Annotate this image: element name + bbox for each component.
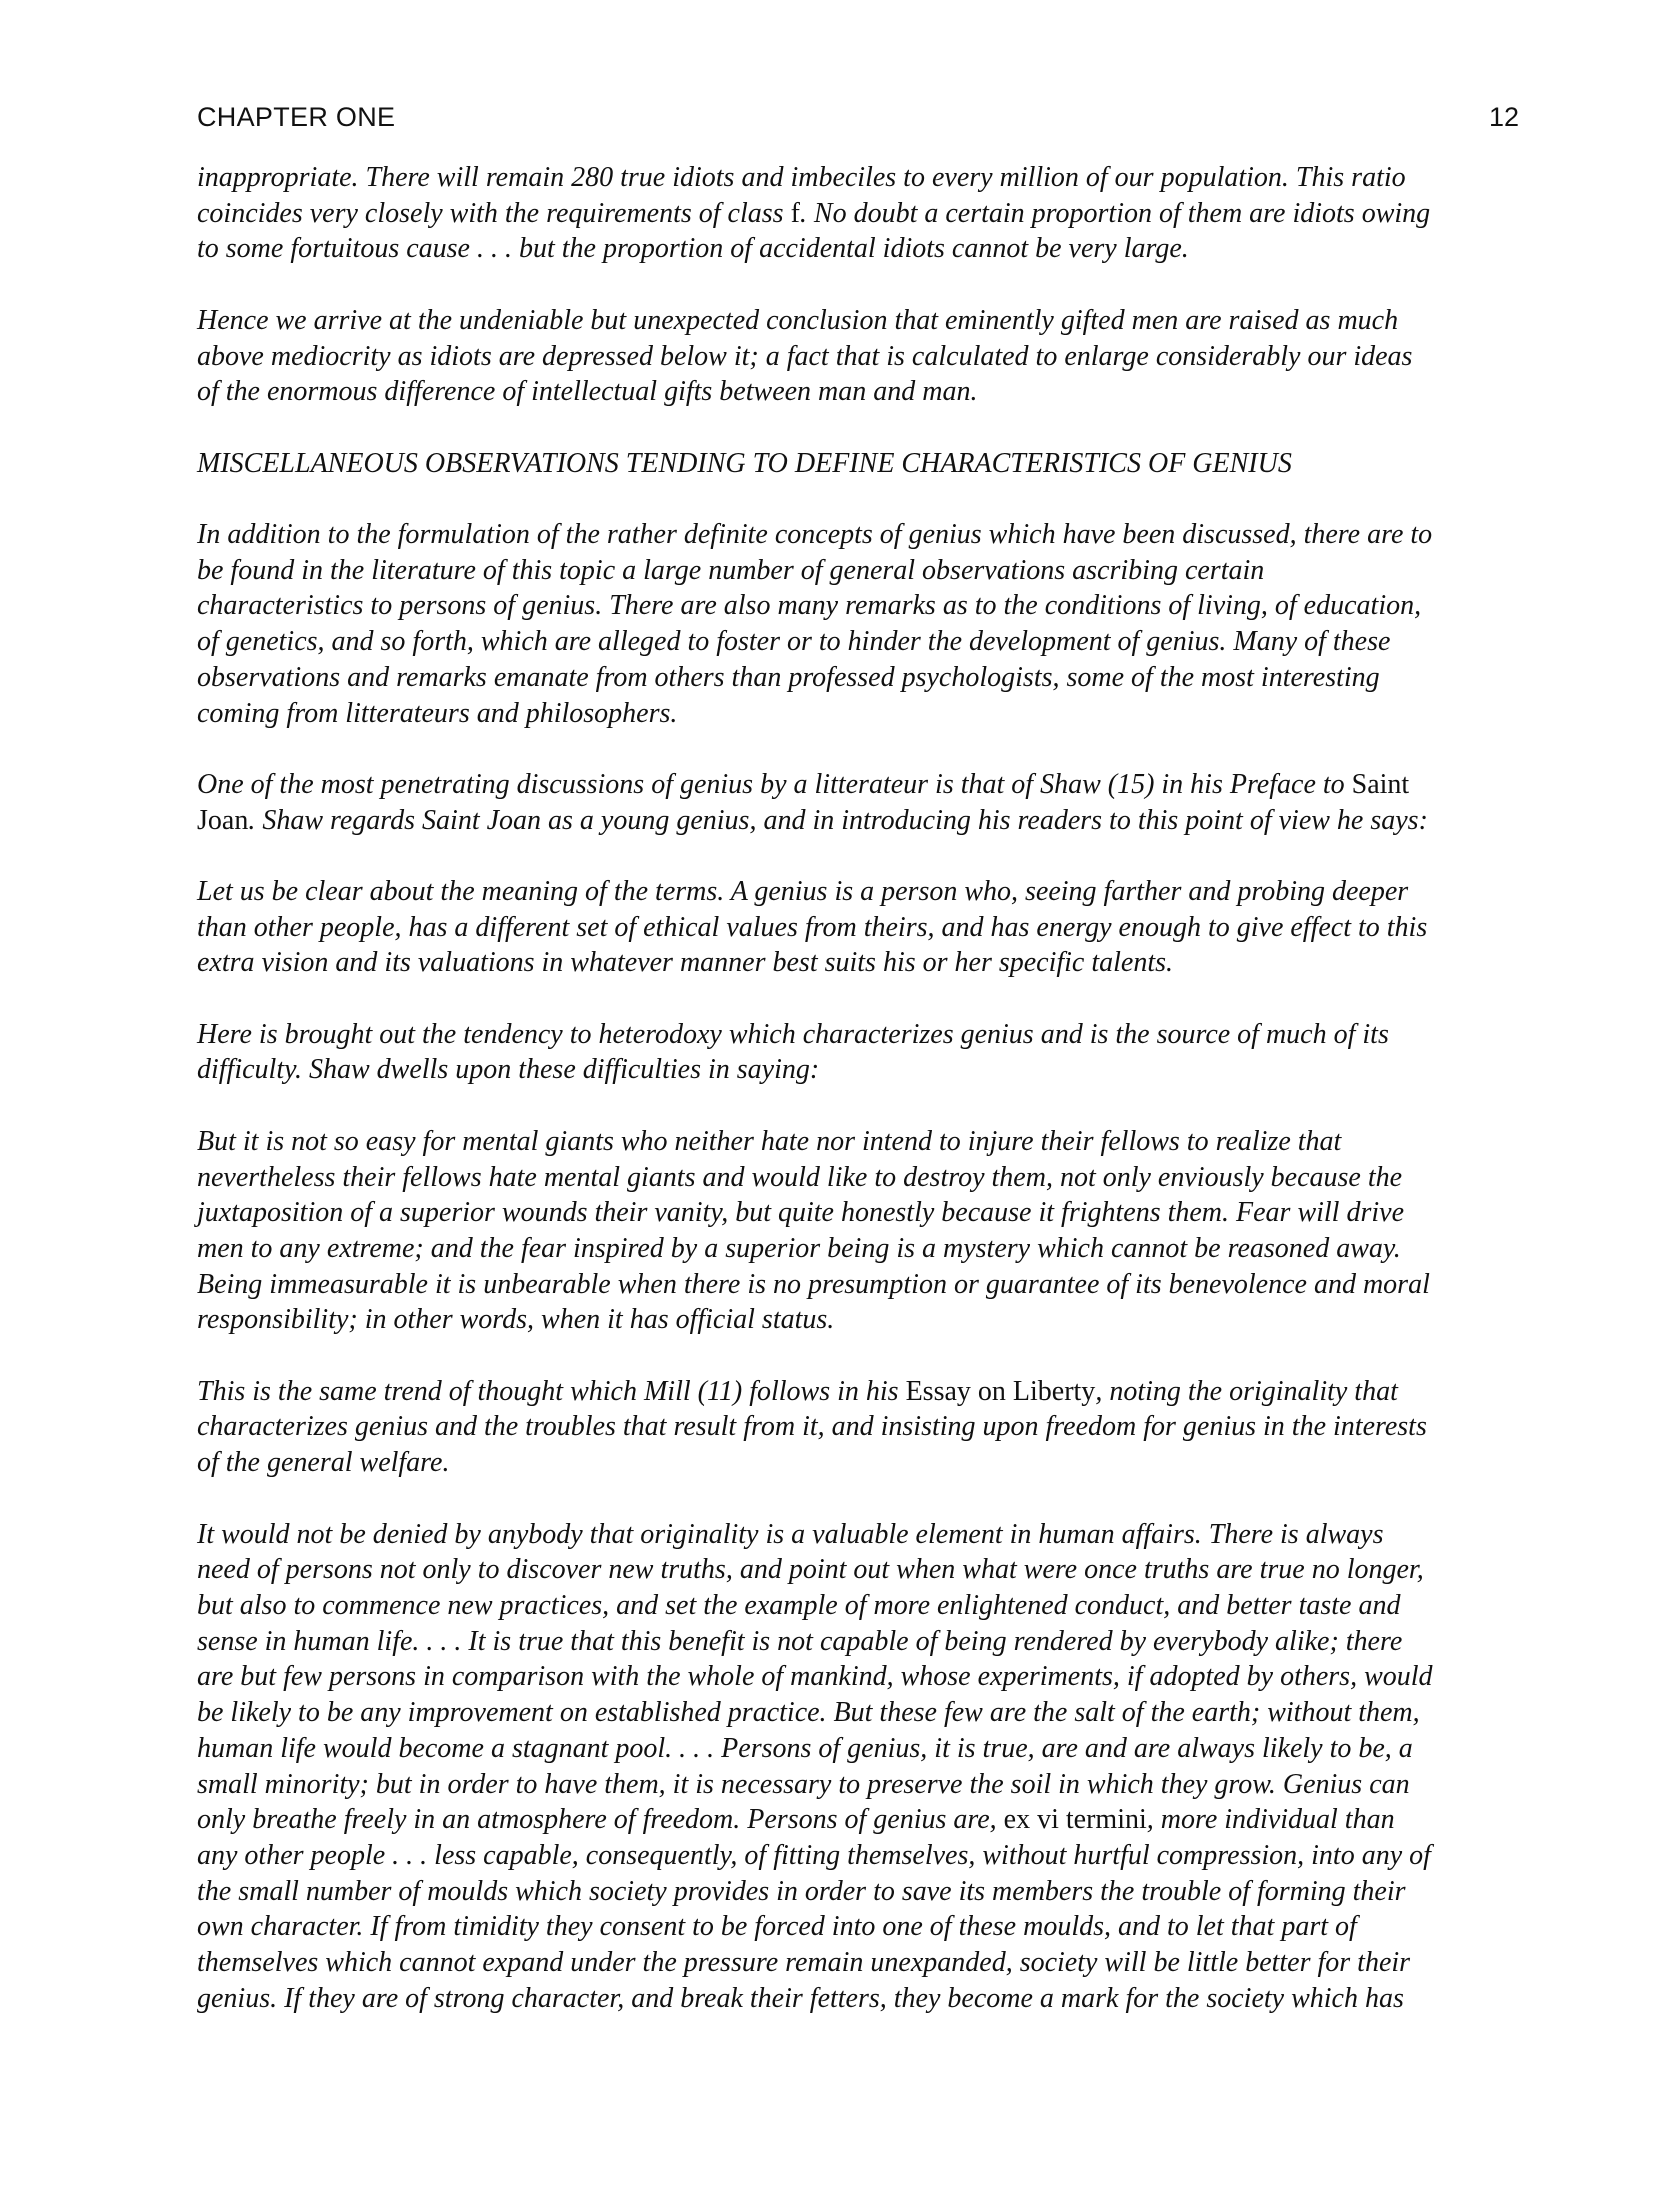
text-line: are but few persons in comparison with the whole of mankind, whose experiments, if adopted by others, would — [197, 1661, 1433, 1693]
chapter-title: CHAPTER ONE — [197, 102, 396, 132]
paragraph-idiots-ratio — [197, 160, 1537, 267]
section-heading — [197, 446, 1537, 482]
latin-phrase: ex vi termini — [1003, 1804, 1147, 1836]
text-line: genius. If they are of strong character, and break their fetters, they become a mark for the society which has — [197, 1982, 1404, 2014]
text-line: but also to commence new practices, and set the example of more enlightened conduct, and better taste and — [197, 1589, 1401, 1621]
class-letter: f — [790, 197, 800, 229]
paragraph-heterodoxy — [197, 1017, 1537, 1088]
book-title: Essay on Liberty — [905, 1375, 1096, 1407]
running-header — [197, 102, 1519, 136]
paragraph-conclusion — [197, 303, 1537, 410]
text-line: observations and remarks emanate from others than professed psychologists, some of the most interesting — [197, 661, 1380, 693]
text-line: be likely to be any improvement on established practice. But these few are the salt of the earth; without them, — [197, 1697, 1420, 1729]
text-line: difficulty. Shaw dwells upon these difficulties in saying: — [197, 1054, 820, 1086]
text-line: only breathe freely in an atmosphere of freedom. Persons of genius are, — [197, 1804, 1004, 1836]
text-line: . No doubt a certain proportion of them are idiots owing — [799, 197, 1431, 229]
text-line: , more individual than — [1146, 1804, 1395, 1836]
text-line: be found in the literature of this topic a large number of general observations ascribing certain — [197, 554, 1265, 586]
text-line: But it is not so easy for mental giants who neither hate nor intend to injure their fellows to realize that — [197, 1125, 1342, 1157]
paragraph-shaw-intro — [197, 767, 1537, 838]
text-line: Let us be clear about the meaning of the terms. A genius is a person who, seeing farther and probing deeper — [197, 875, 1409, 907]
quote-shaw-genius — [197, 874, 1537, 981]
text-line: of genetics, and so forth, which are alleged to foster or to hinder the development of genius. Many of these — [197, 626, 1391, 658]
body-text — [197, 160, 1537, 2016]
text-line: characteristics to persons of genius. There are also many remarks as to the conditions of living, of education, — [197, 590, 1422, 622]
text-line: inappropriate. There will remain 280 true idiots and imbeciles to every million of our population. This ratio — [197, 162, 1406, 193]
text-line: need of persons not only to discover new truths, and point out when what were once truths are true no longer, — [197, 1554, 1424, 1586]
text-line: Being immeasurable it is unbearable when there is no presumption or guarantee of its benevolence and moral — [197, 1268, 1430, 1300]
book-title: Saint — [1351, 768, 1410, 800]
book-title: Joan — [197, 804, 249, 836]
text-line: coming from litterateurs and philosophers. — [197, 697, 678, 729]
text-line: themselves which cannot expand under the pressure remain unexpanded, society will be little better for their — [197, 1947, 1411, 1979]
text-line: of the general welfare. — [197, 1447, 450, 1479]
text-line: , noting the originality that — [1095, 1375, 1398, 1407]
text-line: any other people . . . less capable, consequently, of fitting themselves, without hurtful compression, into any of — [197, 1839, 1431, 1871]
text-line: This is the same trend of thought which Mill (11) follows in his — [197, 1375, 906, 1407]
text-line: responsibility; in other words, when it has official status. — [197, 1304, 835, 1336]
text-line: extra vision and its valuations in whatever manner best suits his or her specific talents. — [197, 947, 1174, 979]
text-line: than other people, has a different set of ethical values from theirs, and has energy enough to give effect to this — [197, 911, 1428, 943]
text-line: small minority; but in order to have them, it is necessary to preserve the soil in which they grow. Genius can — [197, 1768, 1410, 1800]
paragraph-mill-intro — [197, 1374, 1537, 1481]
text-line: characterizes genius and the troubles that result from it, and insisting upon freedom for genius in the interests — [197, 1411, 1427, 1443]
text-line: sense in human life. . . . It is true that this benefit is not capable of being rendered by everybody alike; there — [197, 1625, 1403, 1657]
text-line: . Shaw regards Saint Joan as a young genius, and in introducing his readers to this point of view he says: — [248, 804, 1428, 836]
quote-mill-originality — [197, 1517, 1537, 2017]
text-line: It would not be denied by anybody that originality is a valuable element in human affairs. There is always — [197, 1518, 1384, 1550]
text-line: above mediocrity as idiots are depressed below it; a fact that is calculated to enlarge considerably our ideas — [197, 340, 1413, 372]
text-line: men to any extreme; and the fear inspired by a superior being is a mystery which cannot be reasoned away. — [197, 1232, 1401, 1264]
text-line: Hence we arrive at the undeniable but unexpected conclusion that eminently gifted men are raised as much — [197, 304, 1399, 336]
quote-shaw-giants — [197, 1124, 1537, 1338]
text-line: human life would become a stagnant pool. . . . Persons of genius, it is true, are and are always likely to be, a — [197, 1732, 1413, 1764]
text-line: coincides very closely with the requirements of class — [197, 197, 791, 229]
text-line: the small number of moulds which society provides in order to save its members the trouble of forming their — [197, 1875, 1406, 1907]
heading-text: MISCELLANEOUS OBSERVATIONS TENDING TO DEFINE CHARACTERISTICS OF GENIUS — [197, 447, 1292, 479]
text-line: In addition to the formulation of the rather definite concepts of genius which have been discussed, there are to — [197, 518, 1433, 550]
page-number: 12 — [1488, 102, 1519, 132]
text-line: to some fortuitous cause . . . but the proportion of accidental idiots cannot be very large. — [197, 233, 1189, 265]
text-line: Here is brought out the tendency to heterodoxy which characterizes genius and is the source of much of its — [197, 1018, 1389, 1050]
text-line: own character. If from timidity they consent to be forced into one of these moulds, and to let that part of — [197, 1911, 1357, 1943]
paragraph-observations — [197, 517, 1537, 731]
text-line: nevertheless their fellows hate mental giants and would like to destroy them, not only enviously because the — [197, 1161, 1403, 1193]
text-line: One of the most penetrating discussions of genius by a litterateur is that of Shaw (15) in his Preface to — [197, 768, 1352, 800]
text-line: of the enormous difference of intellectual gifts between man and man. — [197, 376, 978, 408]
text-line: juxtaposition of a superior wounds their vanity, but quite honestly because it frightens them. Fear will drive — [197, 1197, 1404, 1229]
